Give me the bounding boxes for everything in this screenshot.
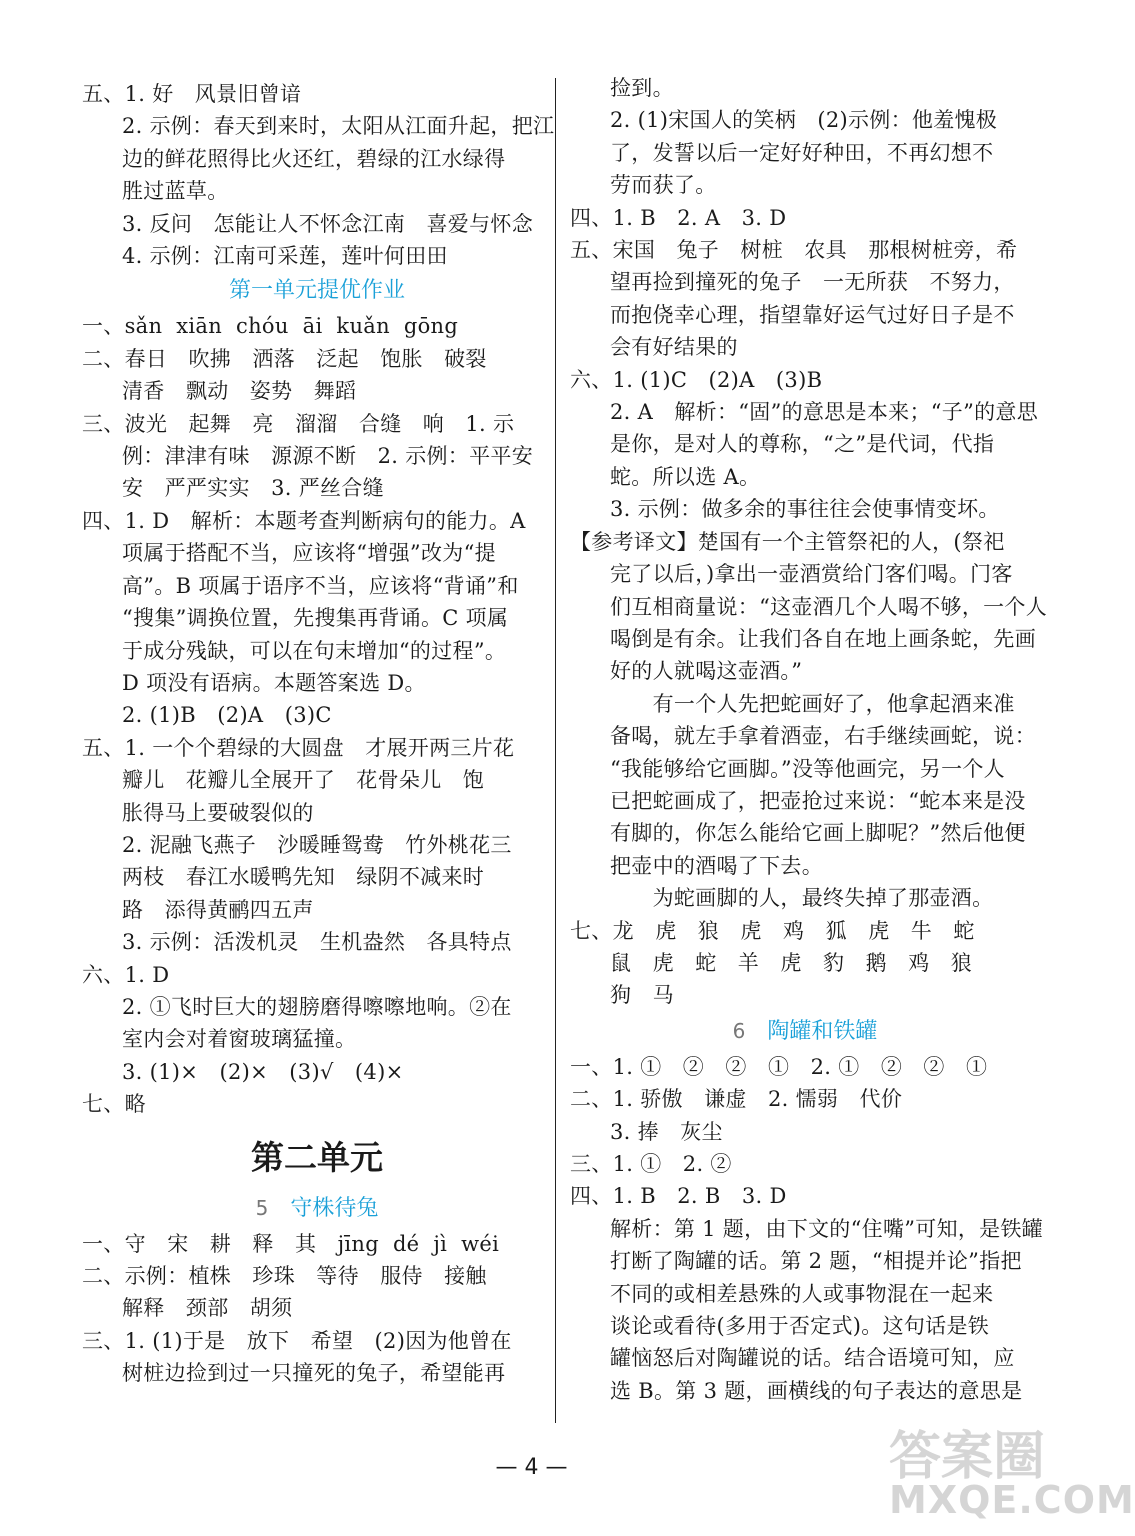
answer-line: 高”。B 项属于语序不当，应该将“背诵”和 [122,573,519,598]
answer-line: 解释 颈部 胡须 [122,1296,293,1321]
left-column [82,78,555,1390]
right-column [570,72,1048,1407]
answers-block-lesson6 [570,1051,1044,1407]
answer-line: 好的人就喝这壶酒。” [610,659,803,684]
answer-line: 4. 示例：江南可采莲，莲叶何田田 [122,244,448,269]
answer-line: 项属于搭配不当，应该将“增强”改为“提 [122,541,496,566]
column-divider [555,78,556,1423]
answer-line: 三、1. (1)于是 放下 希望 (2)因为他曾在 [82,1328,512,1353]
answer-line: 边的鲜花照得比火还红，碧绿的江水绿得 [122,146,506,171]
answer-line: 们互相商量说：“这壶酒几个人喝不够，一个人 [610,594,1048,619]
answer-line: 备喝，就左手拿着酒壶，右手继续画蛇，说： [610,724,1036,749]
answer-line: 五、宋国 兔子 树桩 农具 那根树桩旁，希 [570,238,1018,263]
unit-title: 第二单元 [251,1137,383,1177]
answer-line: 3. (1)× (2)× (3)√ (4)× [122,1059,404,1084]
answer-line: 3. 示例：做多余的事往往会使事情变坏。 [610,497,1000,522]
lesson-heading-6 [570,1012,1040,1051]
answer-line: 2. 示例：春天到来时，太阳从江面升起，把江 [122,114,555,139]
answer-line: 三、波光 起舞 亮 溜溜 合缝 响 1. 示 [82,411,515,436]
page-number: — 4 — [495,1455,568,1480]
section-heading-unit1-homework: 第一单元提优作业 [228,278,405,304]
answer-line: 二、春日 吹拂 洒落 泛起 饱胀 破裂 [82,346,487,371]
answer-line: 例：津津有味 源源不断 2. 示例：平平安 [122,444,534,469]
answer-line: 于成分残缺，可以在句末增加“的过程”。 [122,638,507,663]
answers-block-lesson5-cont [570,72,1048,1012]
answer-line: 完了以后，)拿出一壶酒赏给门客们喝。门客 [610,562,1013,587]
answer-line: “搜集”调换位置，先搜集再背诵。C 项属 [122,606,509,631]
answer-line: 2. A 解析：“固”的意思是本来；“子”的意思 [610,400,1039,425]
answer-line: 一、守 宋 耕 释 其 jīng dé jì wéi [82,1231,500,1256]
answer-line: 劳而获了。 [610,173,717,198]
answer-line: 两枝 春江水暖鸭先知 绿阴不减来时 [122,865,485,890]
answer-line: 打断了陶罐的话。第 2 题，“相提并论”指把 [610,1249,1022,1274]
answer-line: 有一个人先把蛇画好了，他拿起酒来准 [610,691,1015,716]
answer-line: 会有好结果的 [610,335,738,360]
answer-line: 七、龙 虎 狼 虎 鸡 狐 虎 牛 蛇 [570,918,975,943]
watermark-logo: 答案圈 MXQE.COM [889,1427,1135,1522]
answer-line: 室内会对着窗玻璃猛撞。 [122,1027,357,1052]
answer-line: 鼠 虎 蛇 羊 虎 豹 鹅 鸡 狼 [610,950,973,975]
answer-line: 二、示例：植株 珍珠 等待 服侍 接触 [82,1264,487,1288]
lesson-heading-5 [82,1189,552,1228]
lesson-title: 守株待兔 [290,1195,379,1221]
answer-line: 胜过蓝草。 [122,179,229,204]
answer-line: 3. 捧 灰尘 [610,1119,723,1144]
answer-line: 四、1. B 2. B 3. D [570,1184,787,1209]
answer-line: 把壶中的酒喝了下去。 [610,853,823,878]
answer-line: 五、1. 一个个碧绿的大圆盘 才展开两三片花 [82,735,515,760]
answer-line: 不同的或相差悬殊的人或事物混在一起来 [610,1281,994,1306]
answer-line: 七、略 [82,1092,146,1117]
answer-line: 罐恼怒后对陶罐说的话。结合语境可知，应 [610,1346,1015,1371]
answer-line: 树桩边捡到过一只撞死的兔子，希望能再 [122,1361,506,1386]
answer-line: 五、1. 好 风景旧曾谙 [82,82,302,106]
answer-line: 2. 泥融飞燕子 沙暖睡鸳鸯 竹外桃花三 [122,832,512,857]
answer-line: 3. 示例：活泼机灵 生机盎然 各具特点 [122,930,512,955]
answer-line: 选 B。第 3 题，画横线的句子表达的意思是 [610,1378,1023,1403]
lesson-number: 6 [732,1018,746,1043]
answer-line: 捡到。 [610,76,674,100]
answer-line: 四、1. D 解析：本题考查判断病句的能力。A [82,508,526,533]
answer-line: 【参考译文】楚国有一个主管祭祀的人，(祭祀 [570,529,1005,554]
answer-line: 喝倒是有余。让我们各自在地上画条蛇，先画 [610,626,1036,651]
answer-line: 蛇。所以选 A。 [610,464,761,489]
answer-line: 安 严严实实 3. 严丝合缝 [122,476,384,501]
answers-block-lesson4 [82,78,555,272]
answer-line: 谈论或看待(多用于否定式)。这句话是铁 [610,1314,990,1339]
answer-line: 六、1. (1)C (2)A (3)B [570,367,823,392]
answer-line: 2. (1)B (2)A (3)C [122,703,332,728]
answer-line: 四、1. B 2. A 3. D [570,205,787,230]
answer-line: D 项没有语病。本题答案选 D。 [122,670,426,695]
answer-line: 清香 飘动 姿势 舞蹈 [122,379,357,404]
answer-line: 有脚的，你怎么能给它画上脚呢？”然后他便 [610,821,1026,846]
answer-line: 一、1. ① ② ② ① 2. ① ② ② ① [570,1054,988,1079]
answer-line: 了，发誓以后一定好好种田，不再幻想不 [610,140,994,165]
answer-line: 三、1. ① 2. ② [570,1152,732,1176]
answer-line: 3. 反问 怎能让人不怀念江南 喜爱与怀念 [122,211,534,236]
answer-line: 2. (1)宋国人的笑柄 (2)示例：他羞愧极 [610,108,998,133]
answer-line: 已把蛇画成了，把壶抢过来说：“蛇本来是没 [610,788,1026,813]
answer-line: 胀得马上要破裂似的 [122,800,314,825]
answer-line: 望再捡到撞死的兔子 一无所获 不努力， [610,270,1015,295]
answer-line: 瓣儿 花瓣儿全展开了 花骨朵儿 饱 [122,768,485,793]
answer-line: 为蛇画脚的人，最终失掉了那壶酒。 [610,886,994,911]
answer-line: 一、sǎn xiān chóu āi kuǎn gōng [82,314,459,339]
answer-line: 解析：第 1 题，由下文的“住嘴”可知，是铁罐 [610,1216,1044,1241]
answer-line: 狗 马 [610,983,674,1008]
answers-block-unit1 [82,310,552,1120]
answer-line: 路 添得黄鹂四五声 [122,897,314,922]
answers-block-lesson5 [82,1228,552,1390]
answer-line: 二、1. 骄傲 谦虚 2. 懦弱 代价 [570,1087,903,1112]
answer-line: “我能够给它画脚。”没等他画完，另一个人 [610,756,1005,781]
lesson-title: 陶罐和铁罐 [767,1018,878,1044]
answer-line: 而抱侥幸心理，指望靠好运气过好日子是不 [610,302,1015,327]
answer-line: 是你，是对人的尊称，“之”是代词，代指 [610,432,995,457]
lesson-number: 5 [255,1195,269,1220]
answer-line: 六、1. D [82,962,170,987]
answer-line: 2. ①飞时巨大的翅膀磨得嚓嚓地响。②在 [122,994,512,1019]
